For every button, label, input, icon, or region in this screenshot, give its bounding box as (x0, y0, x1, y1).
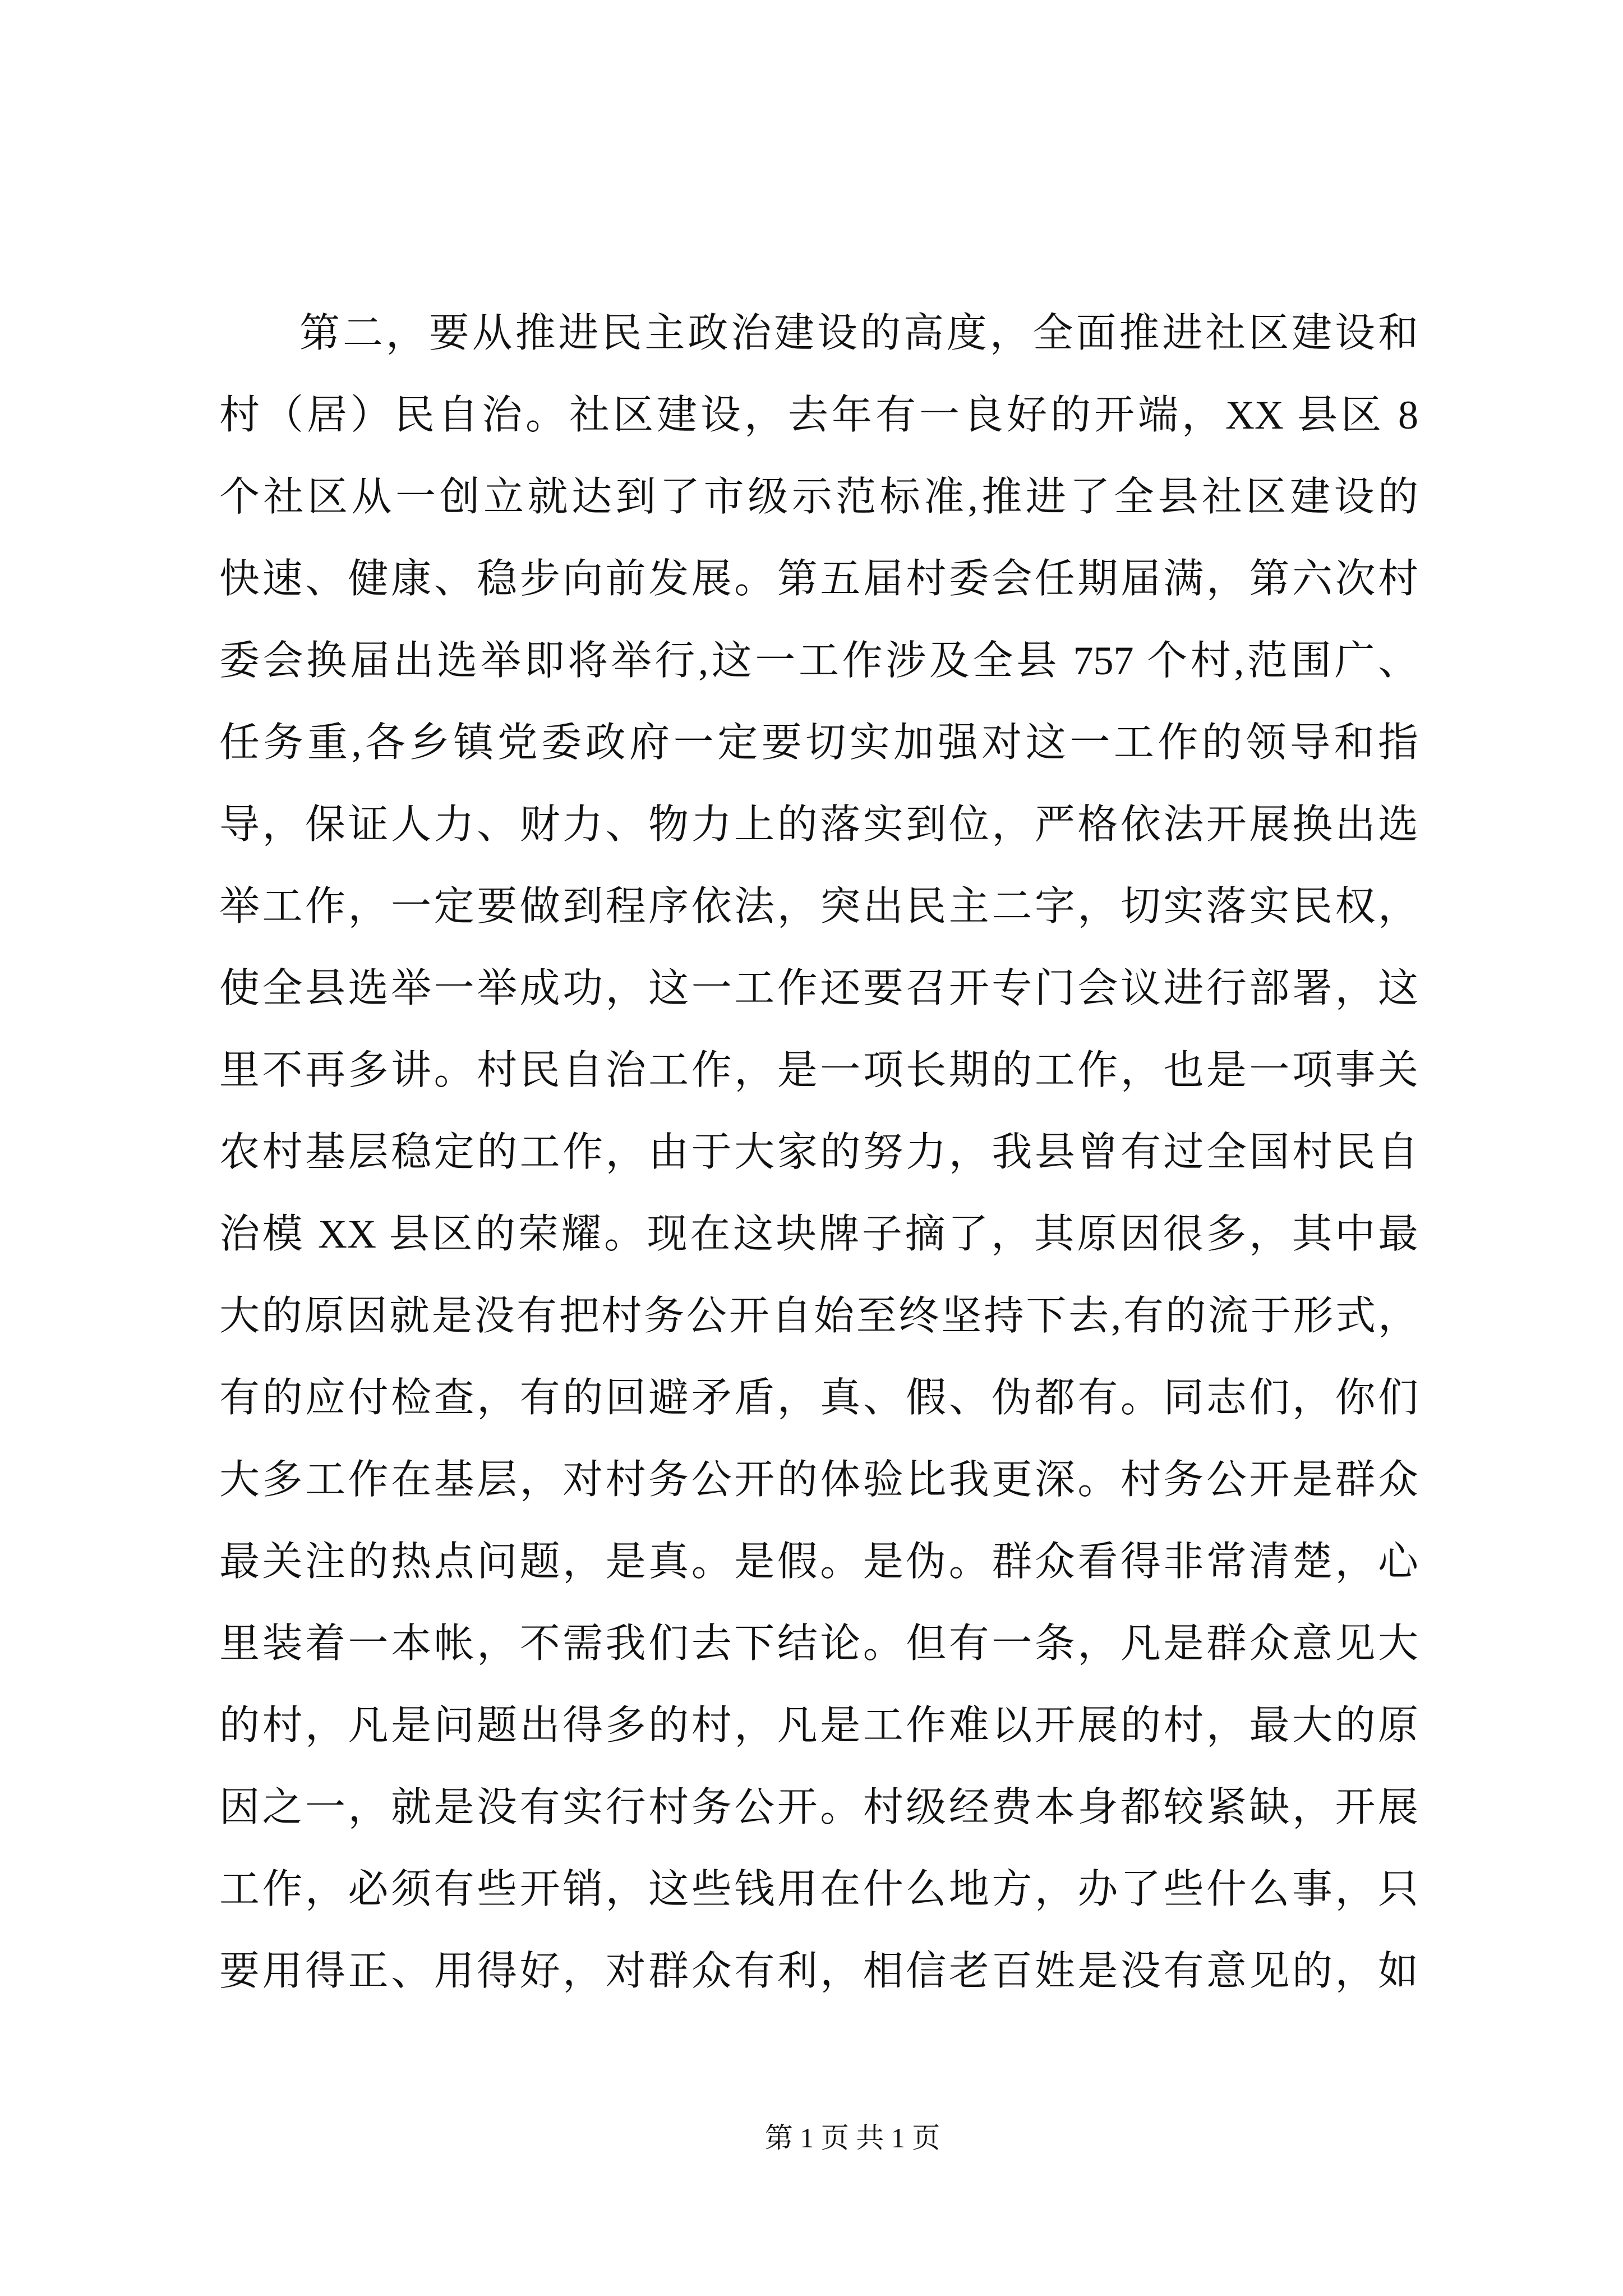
paragraph-line: 有的应付检查，有的回避矛盾，真、假、伪都有。同志们，你们 (219, 1375, 1418, 1420)
paragraph-line: 要用得正、用得好，对群众有利，相信老百姓是没有意见的，如 (219, 1949, 1418, 1994)
paragraph-line: 村（居）民自治。社区建设，去年有一良好的开端，XX 县区 8 (219, 393, 1418, 438)
paragraph-line: 治模 XX 县区的荣耀。现在这块牌子摘了，其原因很多，其中最 (219, 1212, 1418, 1257)
paragraph-line: 第二，要从推进民主政治建设的高度，全面推进社区建设和 (299, 311, 1418, 356)
paragraph-line: 委会换届出选举即将举行,这一工作涉及全县 757 个村,范围广、 (219, 638, 1418, 683)
paragraph-line: 个社区从一创立就达到了市级示范标准,推进了全县社区建设的 (219, 475, 1418, 519)
body-text (219, 292, 1418, 2012)
paragraph-line: 因之一，就是没有实行村务公开。村级经费本身都较紧缺，开展 (219, 1785, 1418, 1830)
paragraph-line: 里装着一本帐，不需我们去下结论。但有一条，凡是群众意见大 (219, 1621, 1418, 1666)
paragraph-line: 大多工作在基层，对村务公开的体验比我更深。村务公开是群众 (219, 1457, 1418, 1502)
paragraph-line: 工作，必须有些开销，这些钱用在什么地方，办了些什么事，只 (219, 1867, 1418, 1912)
paragraph-line: 导，保证人力、财力、物力上的落实到位，严格依法开展换出选 (219, 802, 1418, 847)
paragraph-line: 农村基层稳定的工作，由于大家的努力，我县曾有过全国村民自 (219, 1130, 1418, 1175)
paragraph-line: 使全县选举一举成功，这一工作还要召开专门会议进行部署，这 (219, 966, 1418, 1011)
paragraph-line: 里不再多讲。村民自治工作，是一项长期的工作，也是一项事关 (219, 1048, 1418, 1093)
paragraph-line: 大的原因就是没有把村务公开自始至终坚持下去,有的流于形式， (219, 1294, 1418, 1338)
paragraph-line: 的村，凡是问题出得多的村，凡是工作难以开展的村，最大的原 (219, 1703, 1418, 1748)
page-footer: 第 1 页 共 1 页 (764, 2122, 940, 2154)
paragraph-line: 举工作，一定要做到程序依法，突出民主二字，切实落实民权， (219, 884, 1418, 929)
paragraph-line: 快速、健康、稳步向前发展。第五届村委会任期届满，第六次村 (219, 556, 1418, 601)
paragraph-line: 最关注的热点问题，是真。是假。是伪。群众看得非常清楚，心 (219, 1539, 1418, 1584)
paragraph-line: 任务重,各乡镇党委政府一定要切实加强对这一工作的领导和指 (219, 720, 1418, 765)
